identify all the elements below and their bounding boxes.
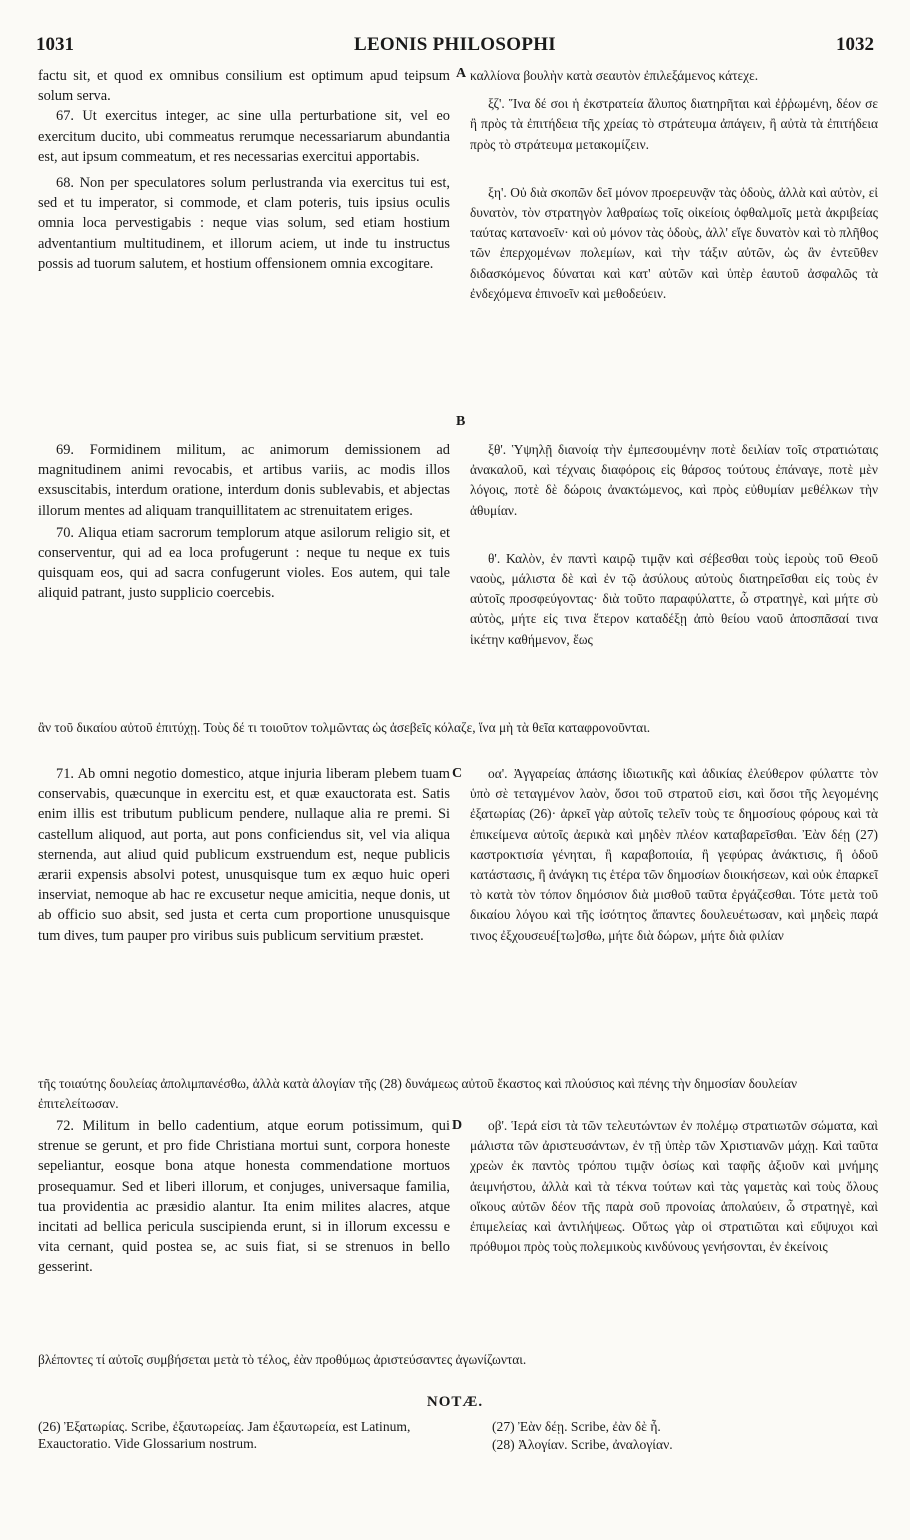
greek-paragraph-70-continuation: ἂν τοῦ δικαίου αὐτοῦ ἐπιτύχῃ. Τοὺς δέ τι τοιοῦτον τολμῶντας ὡς ἀσεβεῖς κόλαζε, ἵνα μὴ τὰ θεῖα καταφρονοῦνται. [38,720,651,735]
footnote-27: (27) Ἐὰν δέῃ. Scribe, ἐὰν δὲ ἦ. [492,1419,661,1434]
notes-heading: NOTÆ. [426,1394,484,1410]
footnote-26: (26) Ἐξατωρίας. Scribe, ἐξαυτωρείας. Jam ἐξαυτωρεία, est Latinum, Exauctoratio. Vide Glossarium nostrum. [38,1419,411,1451]
greek-paragraph-71-continuation: τῆς τοιαύτης δουλείας ἀπολιμπανέσθω, ἀλλὰ κατὰ ἀλογίαν τῆς (28) δυνάμεως αὐτοῦ ἕκαστος καὶ πλούσιος καὶ πένης τὴν δημοσίαν δουλείαν ἐπιτελείτωσαν. [38,1076,798,1112]
latin-paragraph-66-end: factu sit, et quod ex omnibus consilium est optimum apud teipsum solum serva. [38,68,450,105]
footnote-28: (28) Ἀλογίαν. Scribe, ἀναλογίαν. [492,1437,673,1452]
latin-paragraph-67: 67. Ut exercitus integer, ac sine ulla perturbatione sit, vel eo exercitum ducito, ubi commeatus rerumque necessariarum abundantia est, aut ipsum commeatum, et res necessarias exercitui apportabis. [38,108,450,165]
latin-paragraph-71: 71. Ab omni negotio domestico, atque injuria liberam plebem tuam conservabis, quæcunque in exercitu est, et quæ exauctorata est. Satis enim illis est tributum publicum pendere, nullaque alia re premi. Si castellum aliquod, aut porta, aut pons conficiendus sit, vel via aliqua sternenda, aut aliud quid publicum exstruendum est, neque publicis ærarii expensis absolvi potest, unusquisque tum ex æquo huic operi inserviat, nemoque ab hac re excusetur neque amicitia, neque donis, ut ab officio suo absit, sed justa et certa cum proportione unusquisque tum dives, tum pauper pro viribus suis publicum servitium præstet. [38,766,450,944]
running-header [36,34,874,58]
greek-paragraph-66-end: καλλίονα βουλὴν κατὰ σεαυτὸν ἐπιλεξάμενος κάτεχε. [470,68,759,83]
latin-paragraph-68: 68. Non per speculatores solum perlustranda via exercitus tui est, sed et tu imperator, si commode, et clam poteris, tuis ipsius oculis omnia loca pervestigabis : neque vias solum, sed etiam hostium adventantium multitudinem, et illorum aciem, ut inde tu instructus possis ad tuorum salutem, et hostium offensionem omnia excogitare. [38,175,450,272]
greek-block-b [470,440,878,650]
greek-paragraph-67: ξζ'. Ἵνα δέ σοι ἡ ἐκστρατεία ἄλυπος διατηρῆται καὶ ἐῤῥωμένη, δέον σε ἢ πρὸς τὰ ἐπιτήδεια τῆς χρείας τὸ στράτευμα ἀπάγειν, ἢ αὐτὰ τὰ ἐπιτήδεια πρὸς τὸ στράτευμα μετακομίζειν. [470,96,878,152]
latin-block-a [38,66,450,274]
greek-block-d [470,1116,878,1257]
greek-paragraph-68: ξη'. Οὐ διὰ σκοπῶν δεῖ μόνον προερευνᾷν τὰς ὁδοὺς, ἀλλὰ καὶ αὐτὸν, εἰ δυνατὸν, τὸν στρατηγὸν λαθραίως τοῖς οἰκείοις ὀφθαλμοῖς μετὰ ἀκριβείας ταύτας κατανοεῖν· καὶ οὐ μόνον τὰς ὁδοὺς, ἀλλ' εἴγε δυνατὸν καὶ τὸ πλῆθος τῶν ἐπερχομένων πολεμίων, καὶ τὴν τάξιν αὐτῶν, ὡς ἂν ἐντεῦθεν διδασκόμενος δύναται καὶ κατ' αὐτῶν καὶ ὑπὲρ ἑαυτοῦ ἀσφαλῶς τὰ ἐνδεχόμενα ἐπινοεῖν καὶ μεθοδεύειν. [470,184,878,301]
latin-block-c [38,764,450,946]
greek-paragraph-72: οβ'. Ἱερά εἰσι τὰ τῶν τελευτώντων ἐν πολέμῳ στρατιωτῶν σώματα, καὶ μάλιστα τῶν ἀριστευσάντων, ἐν τῇ ὑπὲρ τῶν Χριστιανῶν μάχῃ. Καὶ ταῦτα χρεὼν ἐκ παντὸς τρόπου τιμᾷν ὁσίως καὶ ταφῆς ἀξιοῦν καὶ μνήμης ἀειμνήστου, ἀλλὰ καὶ τὰ τέκνα τούτων καὶ τὰς γαμετὰς καὶ τοὺς ὅλους οἴκους αὐτῶν δέον τῆς παρὰ σοῦ προνοίας ἀπολαύειν, ὦ στρατηγὲ, καὶ ἐπιμελείας καὶ ἀντιλήψεως. Οὕτως γὰρ οἱ στρατιῶται καὶ εὔψυχοι καὶ πρόθυμοι πρὸς τοὺς πολεμικοὺς κινδύνους γενήσονται, ἐν ἐκείνοις [470,1118,878,1255]
greek-paragraph-70: θ'. Καλὸν, ἐν παντὶ καιρῷ τιμᾷν καὶ σέβεσθαι τοὺς ἱεροὺς τοῦ Θεοῦ ναοὺς, μάλιστα δὲ καὶ ἐν τῷ ἀσύλους αὐτοὺς διατηρεῖσθαι εἰς τοὺς ἐν αὐτοῖς προσφεύγοντας· διὰ τοῦτο παραφύλαττε, ὦ στρατηγὲ, καὶ μήτε σὺ αὐτὸς, μήτε εἰς τινα ἕτερον καταδέξῃ ἀπὸ θείου ναοῦ ἀποσπᾶσαί τινα ἱκέτην καθήμενον, ἕως [470,550,878,647]
latin-block-d [38,1116,450,1278]
latin-paragraph-72: 72. Militum in bello cadentium, atque eorum potissimum, qui strenue se gerunt, et pro fide Christiana mortui sunt, corpora honeste sepeliantur, eosque bona atque honesta commendatione mortuos prosequamur. Sed et liberi illorum, et conjuges, universaque familia, tua providentia ac præsidio alantur. Ita enim milites alacres, atque incitati ad bellica pericula suscipienda erunt, si in illorum excessu e vita cernant, quid postea se, ac suis fiat, si se strenuos in bello gesserint. [38,1118,450,1276]
margin-mark-a: A [456,66,467,81]
running-title: LEONIS PHILOSOPHI [353,34,556,55]
greek-paragraph-69: ξθ'. Ὑψηλῇ διανοίᾳ τὴν ἐμπεσουμένην ποτὲ δειλίαν τοῖς στρατιώταις ἀνακαλοῦ, καὶ τέχναις διαφόροις εἰς θάρσος τούτους ἐπάναγε, ποτὲ μὲν λόγοις, ποτὲ δὲ δώροις ἀνακτώμενος, καὶ πρὸς εὐθυμίαν μεθέλκων τὴν ἀθυμίαν. [470,442,878,518]
margin-mark-b: B [456,414,466,429]
greek-paragraph-71: οα'. Ἀγγαρείας ἁπάσης ἰδιωτικῆς καὶ ἀδικίας ἐλεύθερον φύλαττε τὸν ὑπὸ σὲ τεταγμένον λαὸν, ὅσοι τοῦ στρατοῦ εἰσι, καὶ ὅσοι τῆς λεγομένης ἐξατωρίας (26)· ἀρκεῖ γὰρ αὐτοῖς τελεῖν τοὺς τε δημοσίους φόρους καὶ τὰ ἐπικείμενα αὐτοῖς ἀερικὰ καὶ μηδὲν πλέον καταβαρεῖσθαι. Ἐὰν δέῃ (27) καστροκτισία γένηται, ἢ καραβοποιία, ἢ γεφύρας ἀνάκτισις, ἢ ὁδοῦ κατάστασις, ἢ ἀνάγκη τις ἑτέρα τῶν δημοσίων διοικήσεων, καὶ οὐκ ἐπαρκεῖ τὸ κατὰ τὸν τόπον δημόσιον διὰ μισθοῦ ταῦτα ἐργάζεσθαι. Τότε μετὰ τοῦ δικαίου λόγου καὶ τῆς ἰσότητος ἅπαντες δουλευέτωσαν, καὶ μηδεὶς παρά τινος ἐξχουσευέ[τω]σθω, μήτε διὰ δώρων, μήτε διὰ φιλίαν [470,766,878,943]
greek-block-a [470,66,878,304]
latin-paragraph-70: 70. Aliqua etiam sacrorum templorum atque asilorum religio sit, et conserventur, qui ad ea loca profugerunt : neque tu neque ex tuis quisquam eos, qui ad sacra confugerunt violes. Eos autem, qui tale aliquid patrant, justo supplicio coercebis. [38,524,450,602]
latin-block-b [38,440,450,604]
latin-paragraph-69: 69. Formidinem militum, ac animorum demissionem ad magnitudinem animi revocabis, et artibus variis, ac modis illos exsuscitabis, interdum oratione, interdum donis sublevabis, et abjectas illorum mentes ad aliquam tranquillitatem ac strenuitatem eriges. [38,442,450,519]
greek-paragraph-72-continuation: βλέποντες τί αὐτοῖς συμβήσεται μετὰ τὸ τέλος, ἐὰν προθύμως ἀριστεύσαντες ἀγωνίζωνται. [38,1352,527,1367]
margin-mark-d: D [452,1118,463,1133]
right-page-number: 1032 [836,34,874,55]
greek-block-c [470,764,878,946]
margin-mark-c: C [452,766,463,781]
left-page-number: 1031 [36,34,74,55]
